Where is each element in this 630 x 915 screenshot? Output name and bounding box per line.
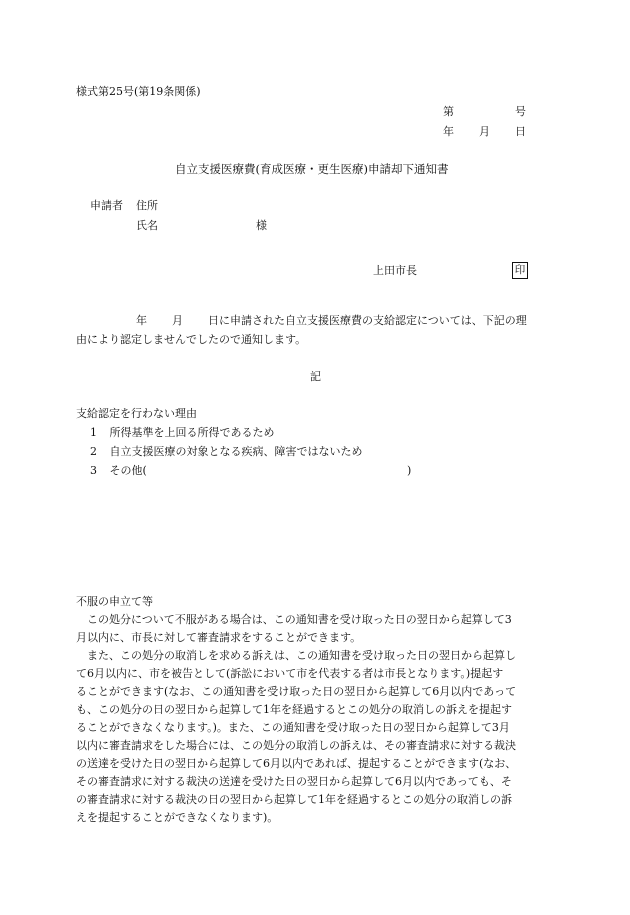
document-number-prefix: 第 — [443, 105, 454, 118]
reason-text: 所得基準を上回る所得であるため — [109, 426, 275, 439]
appeal-p2-line: また、この処分の取消しを求める訴えは、この通知書を受け取った日の翌日から起算し — [87, 649, 516, 662]
appeal-p2-line: て6月以内に、市を被告として(訴訟において市を代表する者は市長となります。)提起す — [76, 667, 504, 680]
reason-number: 1 — [90, 426, 97, 439]
seal-stamp — [512, 262, 528, 279]
notice-month-label: 月 — [172, 314, 183, 327]
seal-mark: 印 — [512, 262, 528, 279]
appeal-p1-line: この処分について不服がある場合は、この通知書を受け取った日の翌日から起算して3 — [87, 613, 512, 626]
reason-number: 2 — [90, 445, 97, 458]
reason-text: 自立支援医療の対象となる疾病、障害ではないため — [109, 445, 363, 458]
name-label: 氏名 — [136, 219, 158, 232]
notice-line-2: 由により認定しませんでしたので通知します。 — [76, 333, 307, 346]
appeal-p2-line: ることができます(なお、この通知書を受け取った日の翌日から起算して6月以内であって — [76, 685, 517, 698]
document-number-suffix: 号 — [515, 105, 526, 118]
notice-line-1: 日に申請された自立支援医療費の支給認定については、下記の理 — [208, 314, 527, 327]
honorific: 様 — [256, 219, 267, 232]
date-month-label: 月 — [479, 125, 490, 138]
reason-item — [90, 444, 363, 460]
applicant-label: 申請者 — [90, 199, 123, 212]
ki-heading: 記 — [310, 370, 321, 383]
reason-number: 3 — [90, 464, 97, 477]
date-year-label: 年 — [443, 125, 454, 138]
appeal-p2-line: その審査請求に対する裁決の送達を受けた日の翌日から起算して6月以内であっても、そ — [76, 775, 512, 788]
reason-text: その他( — [109, 464, 147, 477]
appeal-p2-line: の送達を受けた日の翌日から起算して6月以内であれば、提起することができます(なお、 — [76, 757, 517, 770]
appeal-p2-line: えを提起することができなくなります)。 — [76, 811, 279, 824]
appeal-p2-line: 以内に審査請求をした場合には、この処分の取消しの訴えは、その審査請求に対する裁決 — [76, 739, 516, 752]
appeal-paragraph-2 — [76, 647, 552, 827]
date-day-label: 日 — [515, 125, 526, 138]
appeal-p2-line: の審査請求に対する裁決の日の翌日から起算して1年を経過するとこの処分の取消しの訴 — [76, 793, 512, 806]
appeal-p1-line: 月以内に、市長に対して審査請求をすることができます。 — [76, 631, 362, 644]
reason-item — [90, 463, 147, 479]
reasons-heading: 支給認定を行わない理由 — [76, 407, 197, 420]
appeal-heading: 不服の申立て等 — [76, 595, 153, 608]
appeal-p2-line: も、この処分の日の翌日から起算して1年を経過するとこの処分の取消しの訴えを提起す — [76, 703, 512, 716]
address-label: 住所 — [136, 199, 158, 212]
form-number: 様式第25号(第19条関係) — [76, 85, 201, 98]
issuer-name: 上田市長 — [373, 264, 417, 277]
document-title: 自立支援医療費(育成医療・更生医療)申請却下通知書 — [175, 162, 449, 176]
reason-item — [90, 425, 275, 441]
notice-year-label: 年 — [136, 314, 147, 327]
reason-other-close: ) — [407, 464, 412, 477]
appeal-p2-line: ることができなくなります。)。また、この通知書を受け取った日の翌日から起算して3月 — [76, 721, 510, 734]
appeal-paragraph-1 — [76, 611, 552, 647]
